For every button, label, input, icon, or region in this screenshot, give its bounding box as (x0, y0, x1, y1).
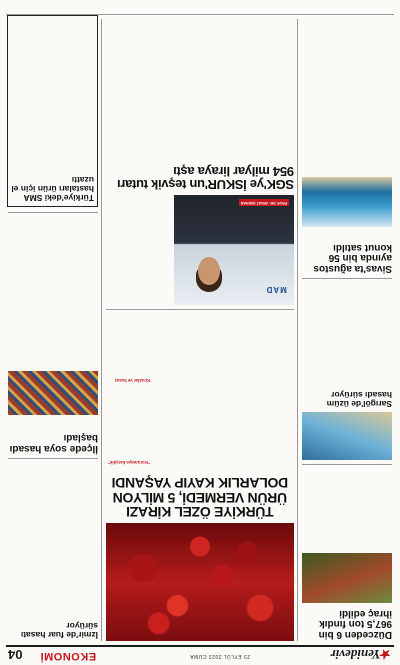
main-body-b (202, 315, 246, 465)
sgk-headline: SGK'ye İSKUR'un teşvik tutarı 954 milyar liraya aştı (117, 163, 294, 192)
main-body-c (154, 315, 198, 465)
rule-right-1 (8, 458, 98, 459)
left-story3-body-a (350, 23, 392, 173)
left-story1-body-b (302, 469, 346, 549)
right-story2-body-a (55, 217, 98, 367)
sgk-body-side (106, 195, 170, 305)
photo-banner-text: MAD (265, 285, 287, 294)
main-headline-line2: ÜRÜN VERMEDİ, 5 MİLYON (112, 489, 288, 506)
left-story3-body-b (302, 23, 346, 173)
rule-col-1 (297, 19, 298, 641)
left-story2-headline: Sarıgöl'de üzüm hasadı sürüyor (326, 390, 392, 409)
right-story3-body-a (54, 52, 94, 162)
right-story2-headline: İlçede soya hasadı başladı (9, 432, 98, 454)
main-body-a (250, 315, 294, 465)
rule-center-1 (106, 309, 294, 310)
masthead-date: 23 EYLÜL 2022 CUMA (189, 653, 250, 659)
left-story2-body-a (350, 283, 392, 379)
page-number: 04 (8, 647, 23, 662)
left-story3-photo (302, 177, 392, 227)
right-story3-headline: Türkiye'deki SMA hastaları ürün için el uzattı (11, 175, 94, 203)
right-story1-body-a (55, 463, 98, 613)
cherry-photo (106, 523, 294, 641)
main-body-d (106, 386, 150, 458)
left-story1-photo (302, 553, 392, 603)
sgk-body-a (250, 21, 294, 155)
right-story2-photo (8, 371, 98, 415)
newspaper-logo: ★Yenidevir (330, 647, 392, 662)
footer-rule (6, 14, 394, 15)
sgk-body-c (154, 21, 198, 155)
left-story2-photo (302, 412, 392, 460)
left-story1-headline: Düzceden 6 bin 967,5 ton fındık ihraç edildi (318, 608, 392, 640)
main-headline (106, 476, 294, 519)
photo-head (198, 257, 220, 286)
left-story1-body-a (350, 469, 392, 549)
section-label: EKONOMİ (40, 650, 97, 662)
right-story1-headline: İzmir'de fuar hasatı sürüyor (20, 621, 98, 640)
rule-right-2 (8, 212, 98, 213)
main-body-e (106, 315, 150, 376)
rule-left-1 (302, 464, 392, 465)
right-boxed-story (7, 15, 98, 207)
sgk-body-b (202, 21, 246, 155)
sgk-photo (174, 195, 294, 305)
main-subhead-2: Kirazlar ve hasat (115, 378, 150, 383)
right-story1-body-b (8, 463, 51, 613)
right-story3-body-b (11, 52, 51, 162)
sgk-body-d (106, 21, 150, 155)
photo-name-caption: PROF. DR. VEDAT IŞIKHAN (240, 200, 288, 205)
right-story2-body-b (8, 217, 51, 367)
main-headline-line3: DOLARLIK KAYIP YAŞANDI (111, 475, 289, 492)
main-subhead: "Korumaya karşılık" (108, 460, 150, 465)
rule-col-2 (101, 19, 102, 641)
left-story3-headline: Sivas'ta ağustos ayında bin 56 konut satıldı (313, 242, 392, 274)
main-headline-line1: TÜRKİYE ÖZEL KİRAZI (126, 504, 274, 520)
rule-left-2 (302, 278, 392, 279)
masthead-rule (6, 645, 394, 647)
left-story2-body-b (302, 283, 346, 379)
